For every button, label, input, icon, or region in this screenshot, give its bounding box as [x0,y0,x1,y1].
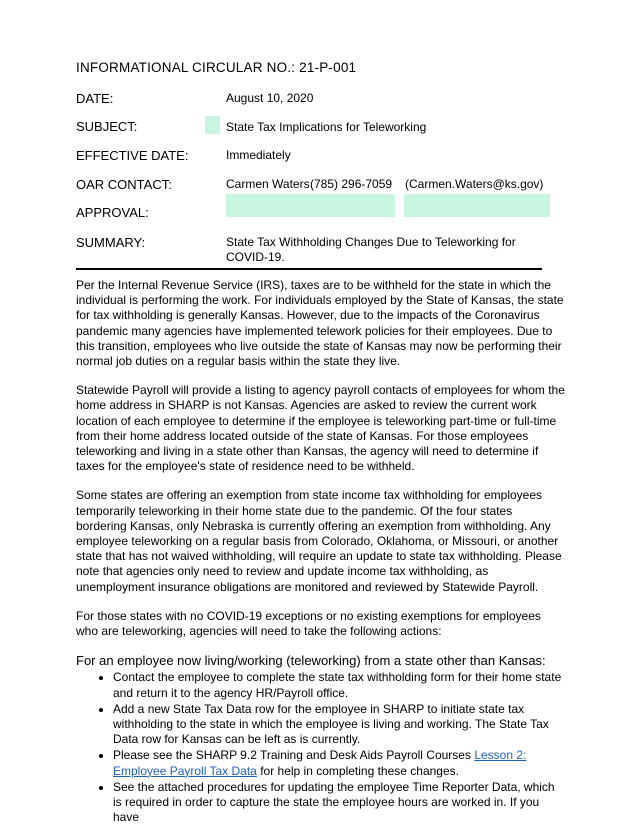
paragraph-statewide-payroll: Statewide Payroll will provide a listing to agency payroll contacts of employees for whom the home address in SHARP is not Kansas. Agencies are asked to review the current work location of each employee to determine if the employee is teleworking part-time or full-time from their home address located outside of the state of Kansas. For those employees teleworking and living in a state other than Kansas, the agency will need to determine if taxes for the employee's state of residence need to be withheld. [76,383,565,474]
subject-highlight [205,116,220,134]
oar-contact-label: OAR CONTACT: [76,177,172,192]
subject-value: State Tax Implications for Teleworking [226,120,427,134]
actions-lead: For an employee now living/working (teleworking) from a state other than Kansas: [76,653,546,669]
contact-phone: (785) 296-7059 [310,177,393,191]
action-item [113,748,566,778]
contact-email: (Carmen.Waters@ks.gov) [405,177,544,191]
circular-body [76,278,566,827]
action-item: • Contact the employee to complete the state tax withholding form for their home state and return it to the agency HR/Payroll office. [113,670,566,700]
date-value: August 10, 2020 [226,91,314,105]
action-item-text: for help in completing these changes. [256,763,459,778]
summary-value: State Tax Withholding Changes Due to Teleworking for COVID-19. [226,235,516,264]
approval-signature-box [226,194,395,217]
effective-date-label: EFFECTIVE DATE: [76,148,189,163]
date-label: DATE: [76,91,114,106]
action-item: • See the attached procedures for updating the employee Time Reporter Data, which is required in order to capture the state the employee hours are worked in. If you have [113,780,566,826]
header-divider [76,268,542,270]
action-list [76,670,566,825]
lesson-2-link[interactable]: Lesson 2: Employee Payroll Tax Data [113,748,527,778]
paragraph-irs: Per the Internal Revenue Service (IRS), taxes are to be withheld for the state in which the individual is performing the work. For individuals employed by the State of Kansas, the state for tax withholding is generally Kansas. However, due to the impacts of the Coronavirus pandemic many agencies have implemented telework policies for their employees. Due to this transition, employees who live outside the state of Kansas may now be performing their normal job duties on a regular basis within the state they live. [76,278,564,369]
contact-name: Carmen Waters [226,177,310,191]
approval-label: APPROVAL: [76,205,149,220]
paragraph-actions-intro: For those states with no COVID-19 exceptions or no existing exemptions for employees who are teleworking, agencies will need to take the following actions: [76,608,541,639]
paragraph-exemptions: Some states are offering an exemption from state income tax withholding for employees temporarily teleworking in their home state due to the pandemic. Of the four states bordering Kansas, only Nebraska is currently offering an exemption from withholding. Any employee teleworking on a regular basis from Colorado, Oklahoma, or Missouri, or another state that has not waived withholding, will require an update to state tax withholding. Please note that agencies only need to review and update income tax withholding, as unemployment insurance obligations are monitored and reviewed by Statewide Payroll. [76,488,562,594]
action-item-text: Please see the SHARP 9.2 Training and Desk Aids Payroll Courses [113,748,475,763]
subject-label: SUBJECT: [76,119,138,134]
action-item: • Add a new State Tax Data row for the employee in SHARP to initiate state tax withholding to the state in which the employee is living and working. The State Tax Data row for Kansas can be left as is currently. [113,702,566,748]
approval-date-box [404,194,550,217]
summary-label: SUMMARY: [76,235,146,250]
effective-date-value: Immediately [226,148,291,162]
circular-title: INFORMATIONAL CIRCULAR NO.: 21-P-001 [76,60,357,75]
